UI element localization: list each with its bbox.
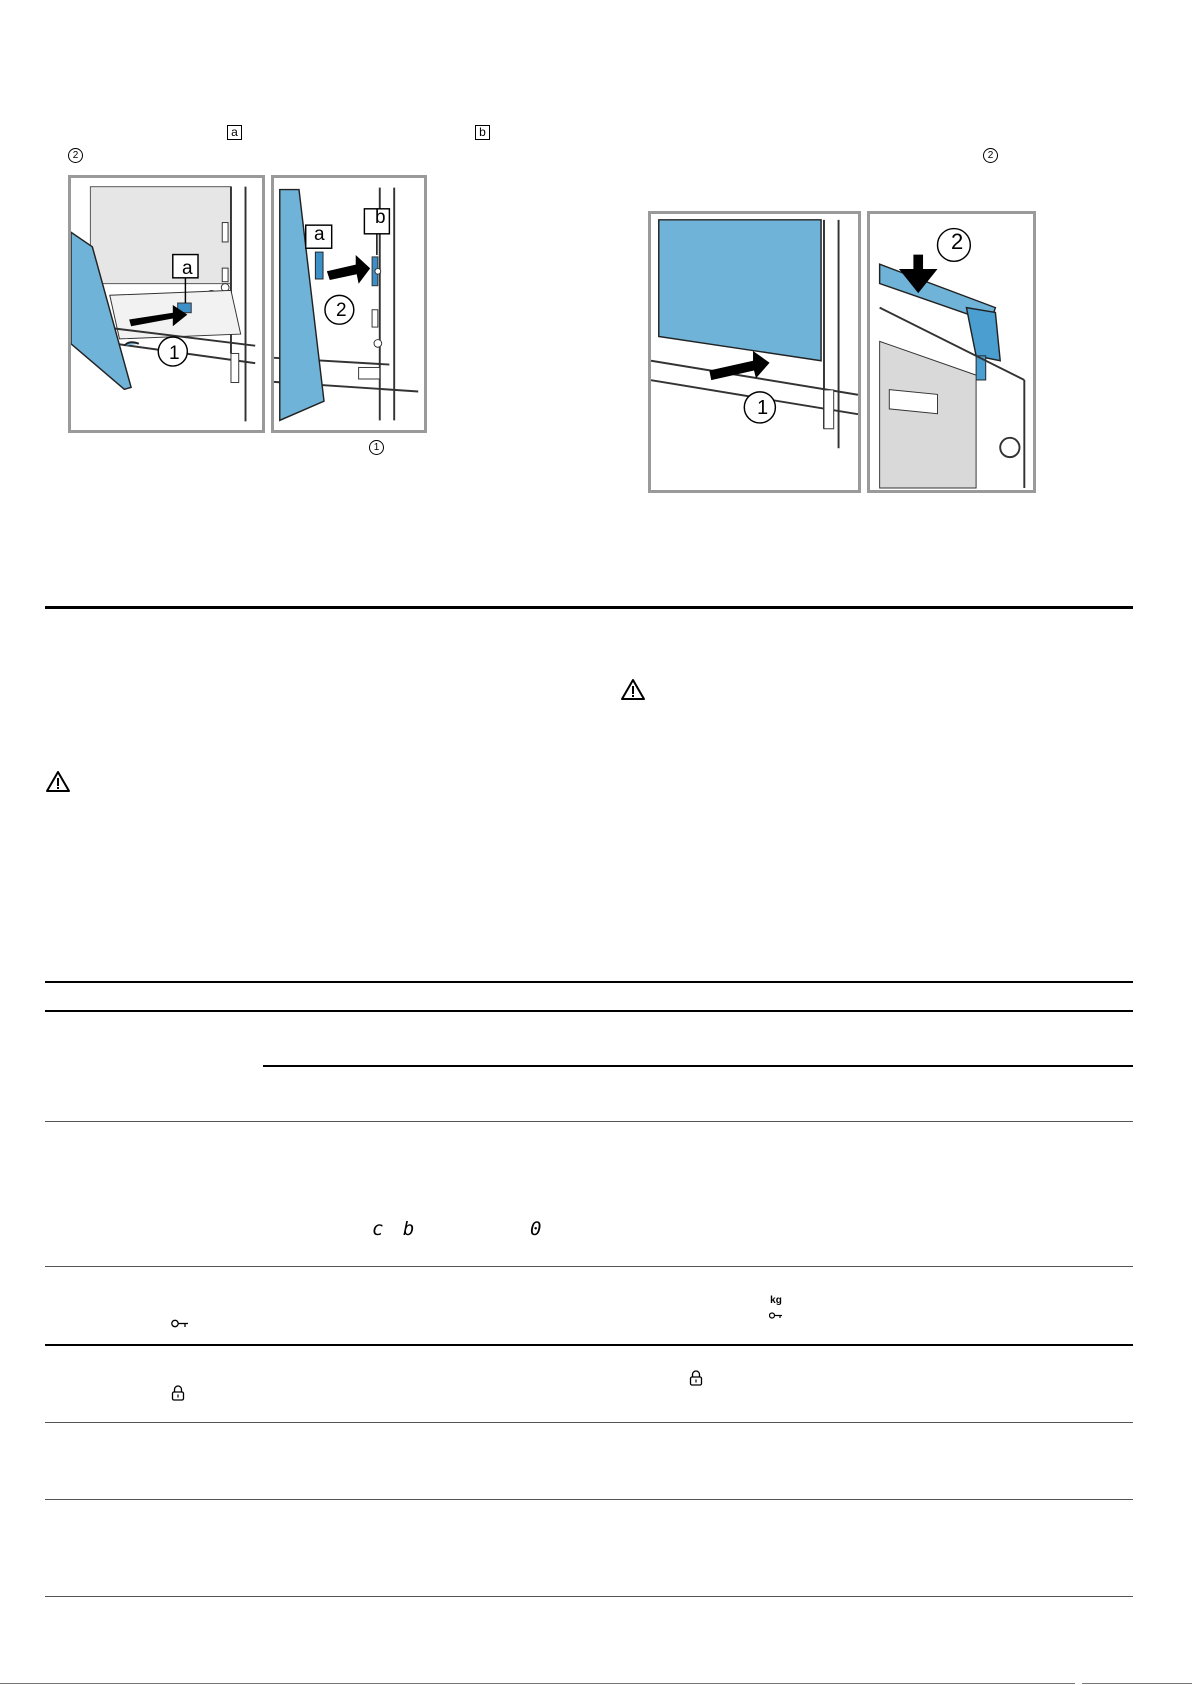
table-row-rule	[45, 1596, 1133, 1597]
section-divider	[45, 606, 1133, 609]
ref-step-1-caption: 1	[369, 440, 384, 455]
callout-b-label: b	[375, 207, 386, 228]
ref-box-b: b	[475, 125, 490, 140]
footer-rule	[0, 1683, 1075, 1684]
table-row-rule	[45, 1499, 1133, 1500]
key-icon	[769, 1312, 783, 1319]
table-row-rule	[45, 1422, 1133, 1423]
warning-triangle-icon	[45, 770, 71, 793]
display-code-zero: 0	[530, 1218, 546, 1240]
kg-key-icon	[768, 1296, 784, 1324]
illustration-panel-push-drawing	[651, 214, 858, 490]
kg-label: kg	[770, 1295, 782, 1306]
ref-step-2-left: 2	[68, 148, 83, 163]
callout-a-label: a	[182, 258, 193, 279]
illustration-hook-insert	[68, 175, 265, 433]
table-row-rule	[45, 1344, 1133, 1346]
table-subrow-rule	[263, 1065, 1133, 1067]
step-1-label: 1	[169, 343, 180, 364]
lock-icon	[689, 1370, 703, 1386]
warning-triangle-icon	[620, 678, 646, 701]
table-row-rule	[45, 1266, 1133, 1267]
key-icon	[171, 1319, 189, 1328]
step-1-label: 1	[757, 397, 769, 419]
illustration-hook-slide-drawing	[274, 178, 424, 430]
table-row-rule	[45, 1010, 1133, 1012]
illustration-hook-slide	[271, 175, 427, 433]
ref-box-a: a	[227, 125, 242, 140]
illustration-panel-push	[648, 211, 861, 493]
step-2-label: 2	[951, 229, 964, 254]
table-row-rule	[45, 1121, 1133, 1122]
table-header-rule	[45, 981, 1133, 983]
step-2-label: 2	[336, 300, 347, 321]
illustration-hook-insert-drawing	[71, 178, 262, 430]
ref-step-2-right: 2	[983, 148, 998, 163]
lock-icon	[171, 1385, 185, 1401]
illustration-strip-press-drawing	[870, 214, 1033, 490]
footer-rule	[1082, 1683, 1192, 1684]
illustration-strip-press	[867, 211, 1036, 493]
callout-a-label: a	[314, 224, 325, 245]
display-code-cb: c b	[372, 1218, 419, 1240]
